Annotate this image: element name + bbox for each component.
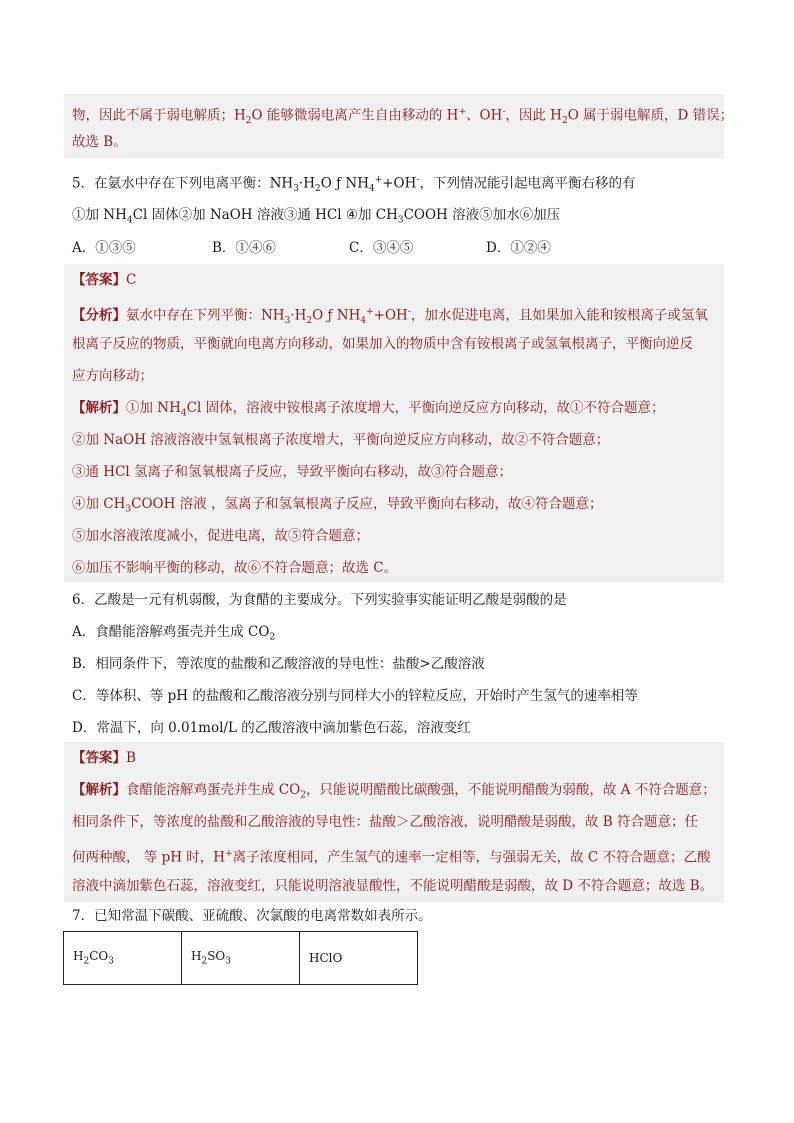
q5-solution-line-3: ③通 HCl 氢离子和氢氧根离子反应，导致平衡向右移动，故③符合题意； [72,464,513,480]
q6-solution-line-3: 何两种酸， 等 pH 时，H+离子浓度相同，产生氢气的速率一定相等，与强弱无关，故 C 不符合题意；乙酸 [72,849,711,866]
q5-stem: 5．在氨水中存在下列电离平衡：$NH_3\cdot H_2O$ ƒ $NH_4^++OH^-$，下列情况能引起电离平衡右移的有 [72,175,636,195]
table-cell-h2so3: $H_2SO_3$ [182,932,300,985]
prev-answer-line-2: 故选 B。 [72,134,127,150]
q6-option-d: D．常温下，向 0.01mol/L 的乙酸溶液中滴加紫色石蕊，溶液变红 [72,720,471,736]
q5-conditions: ①加 $NH_4Cl$ 固体②加 NaOH 溶液③通 HCl ④加 $CH_3COOH$ 溶液⑤加水⑥加压 [72,207,561,226]
q5-solution-line-4: ④加 $CH_3COOH$ 溶液 ，氢离子和氢氧根离子反应，导致平衡向右移动，故④符合题意； [72,496,603,515]
q5-analysis-line-3: 应方向移动； [72,368,153,384]
q6-option-a: A．食醋能溶解鸡蛋壳并生成 $CO_2$ [72,624,276,643]
q5-solution-line-6: ⑥加压不影响平衡的移动，故⑥不符合题意；故选 C。 [72,560,398,576]
q5-option-b: B．①④⑥ [212,240,276,256]
q5-option-d: D．①②④ [486,240,551,256]
table-cell-h2co3: $H_2CO_3$ [64,932,182,985]
q6-option-b: B．相同条件下，等浓度的盐酸和乙酸溶液的导电性：盐酸>乙酸溶液 [72,656,485,672]
q7-table [63,931,418,985]
q5-solution-line-2: ②加 NaOH 溶液溶液中氢氧根离子浓度增大，平衡向逆反应方向移动，故②不符合题意； [72,432,610,448]
q5-analysis-line-1: 【分析】氨水中存在下列平衡：$NH_3\cdot H_2O$ ƒ $NH_4^++OH^-$，加水促进电离，且如果加入能和铵根离子或氢氧 [72,307,708,327]
q7-stem: 7．已知常温下碳酸、亚硫酸、次氯酸的电离常数如表所示。 [72,908,432,924]
q6-solution-line-1: 【解析】食醋能溶解鸡蛋壳并生成 $CO_2$，只能说明醋酸比碳酸强，不能说明醋酸为弱酸，故 A 不符合题意； [72,782,716,801]
q5-option-a: A．①③⑤ [72,240,136,256]
table-row [64,932,418,985]
q5-solution-line-5: ⑤加水溶液浓度减小，促进电离，故⑤符合题意； [72,528,369,544]
q6-solution-line-2: 相同条件下，等浓度的盐酸和乙酸溶液的导电性：盐酸＞乙酸溶液，说明醋酸是弱酸，故 B 符合题意；任 [72,814,699,830]
q5-answer: 【答案】C [72,272,137,288]
q5-solution-line-1: 【解析】①加 $NH_4Cl$ 固体，溶液中铵根离子浓度增大，平衡向逆反应方向移动，故①不符合题意； [72,400,665,419]
q5-analysis-line-2: 根离子反应的物质，平衡就向电离方向移动，如果加入的物质中含有铵根离子或氢氧根离子，平衡向逆反 [72,336,693,352]
table-cell-hclo: HClO [300,932,418,985]
q6-answer: 【答案】B [72,750,136,766]
q6-option-c: C．等体积、等 pH 的盐酸和乙酸溶液分别与同样大小的锌粒反应，开始时产生氢气的速率相等 [72,688,638,704]
q6-solution-line-4: 溶液中滴加紫色石蕊，溶液变红，只能说明溶液显酸性，不能说明醋酸是弱酸，故 D 不符合题意；故选 B。 [72,878,714,894]
prev-answer-line-1: 物，因此不属于弱电解质；$H_2O$ 能够微弱电离产生自由移动的 H+、OH-，因此 $H_2O$ 属于弱电解质，D 错误； [72,107,734,127]
q5-option-c: C．③④⑤ [349,240,414,256]
q6-stem: 6．乙酸是一元有机弱酸，为食醋的主要成分。下列实验事实能证明乙酸是弱酸的是 [72,592,567,608]
